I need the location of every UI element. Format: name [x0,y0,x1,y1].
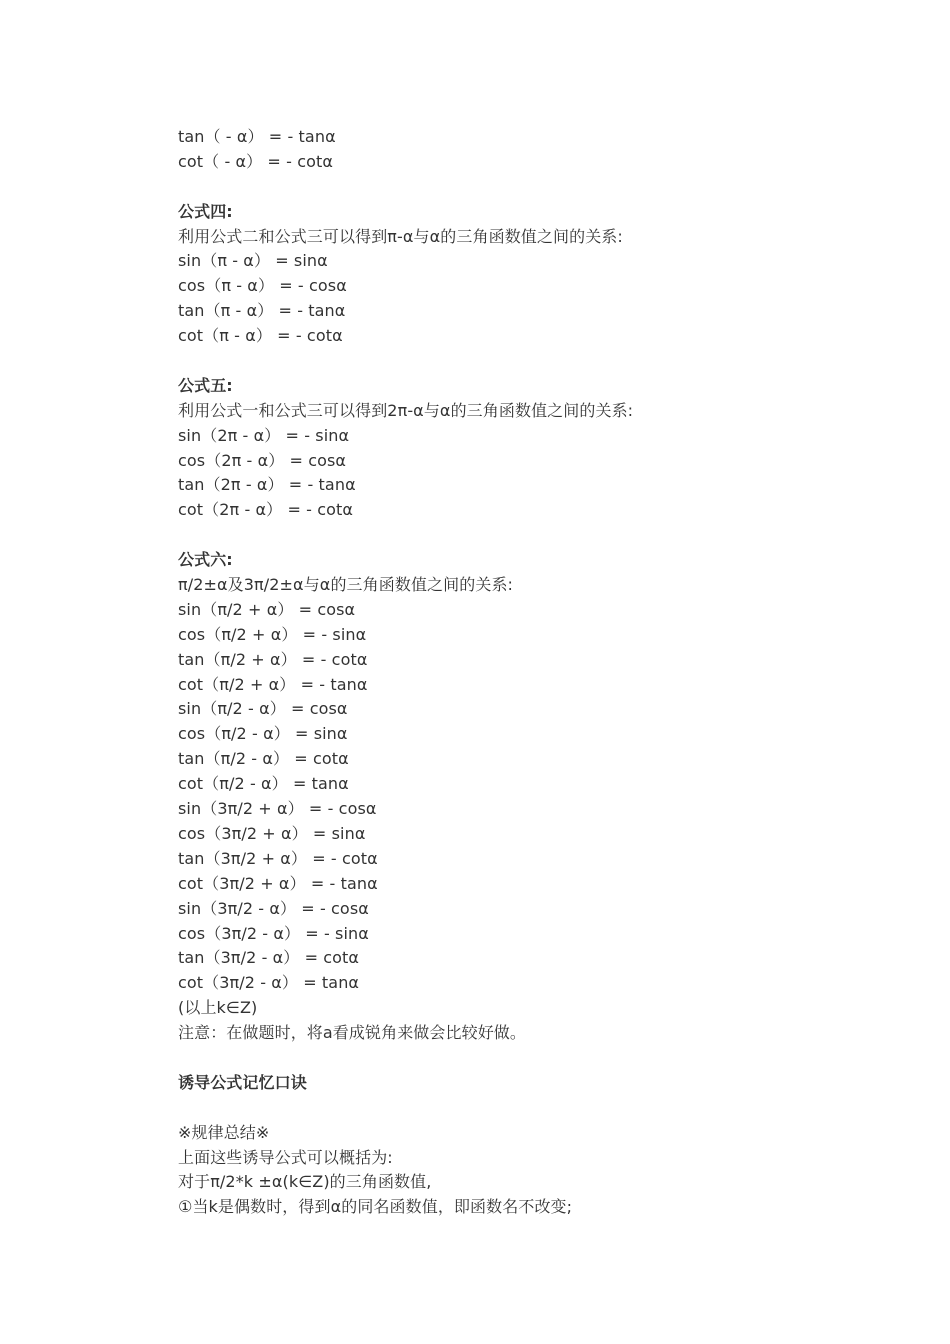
formula-line: sin（3π/2 - α） = - cosα [178,898,369,918]
formula-line: cot（ - α） = - cotα [178,151,333,171]
spacer [178,523,878,548]
formula-line: sin（π - α） = sinα [178,251,328,271]
formula-line: cos（π/2 - α） = sinα [178,724,348,744]
document-page [178,125,878,1220]
formula-line: cos（3π/2 + α） = sinα [178,823,366,843]
formula-line: sin（π/2 - α） = cosα [178,699,348,719]
spacer [178,1096,878,1121]
spacer [178,175,878,200]
tip-note: 注意：在做题时，将a看成锐角来做会比较好做。 [178,1023,527,1043]
formula-line: cos（3π/2 - α） = - sinα [178,923,369,943]
formula-line: sin（π/2 + α） = cosα [178,599,356,619]
summary-line: 对于π/2*k ±α(k∈Z)的三角函数值, [178,1172,432,1192]
formula-line: cot（2π - α） = - cotα [178,500,354,520]
section-intro-five: 利用公式一和公式三可以得到2π-α与α的三角函数值之间的关系: [178,400,634,420]
scope-note: (以上k∈Z) [178,998,258,1018]
formula-line: cot（π/2 - α） = tanα [178,774,349,794]
mnemonic-heading: 诱导公式记忆口诀 [178,1072,307,1092]
formula-line: sin（3π/2 + α） = - cosα [178,799,377,819]
spacer [178,349,878,374]
spacer [178,1046,878,1071]
formula-line: cos（π/2 + α） = - sinα [178,624,367,644]
formula-line: tan（3π/2 + α） = - cotα [178,848,378,868]
section-intro-four: 利用公式二和公式三可以得到π-α与α的三角函数值之间的关系: [178,226,623,246]
section-intro-six: π/2±α及3π/2±α与α的三角函数值之间的关系: [178,575,514,595]
formula-line: tan（3π/2 - α） = cotα [178,948,360,968]
formula-line: tan（ - α） = - tanα [178,127,336,146]
formula-line: sin（2π - α） = - sinα [178,425,350,445]
formula-line: tan（π/2 - α） = cotα [178,749,349,769]
section-heading-five: 公式五: [178,375,233,395]
formula-line: cot（3π/2 + α） = - tanα [178,873,378,893]
formula-line: cot（3π/2 - α） = tanα [178,973,360,993]
section-heading-four: 公式四: [178,201,233,221]
formula-line: cos（π - α） = - cosα [178,276,347,296]
formula-line: tan（π/2 + α） = - cotα [178,649,368,669]
formula-line: tan（π - α） = - tanα [178,301,346,321]
rule-one: ①当k是偶数时，得到α的同名函数值，即函数名不改变; [178,1197,573,1217]
formula-line: cot（π/2 + α） = - tanα [178,674,368,694]
formula-line: tan（2π - α） = - tanα [178,475,356,495]
formula-line: cot（π - α） = - cotα [178,326,343,346]
summary-intro: 上面这些诱导公式可以概括为: [178,1147,393,1167]
formula-line: cos（2π - α） = cosα [178,450,347,470]
summary-title: ※规律总结※ [178,1122,270,1142]
section-heading-six: 公式六: [178,550,233,570]
